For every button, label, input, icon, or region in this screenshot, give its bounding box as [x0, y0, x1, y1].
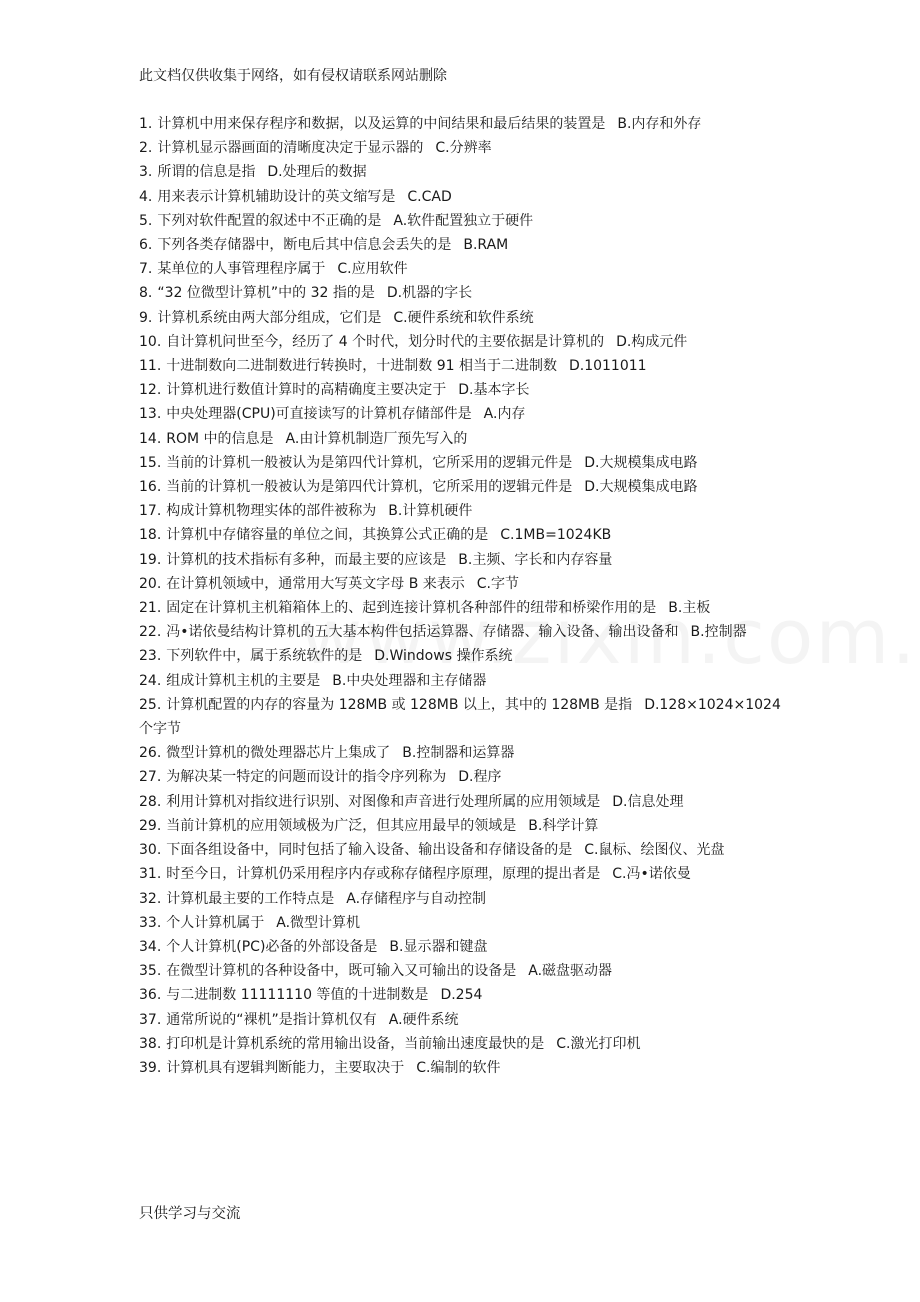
question-text: 自计算机问世至今，经历了 4 个时代，划分时代的主要依据是计算机的 — [166, 333, 605, 350]
question-text: 时至今日，计算机仍采用程序内存或称存储程序原理，原理的提出者是 — [166, 866, 601, 883]
question-answer: B.控制器 — [690, 624, 747, 641]
question-number: 1. — [139, 116, 153, 132]
question-item — [139, 765, 791, 789]
question-answer: B.RAM — [463, 237, 509, 254]
question-number: 11. — [139, 358, 162, 375]
question-number: 19. — [139, 551, 162, 568]
question-text: 当前计算机的应用领域极为广泛，但其应用最早的领域是 — [166, 817, 517, 834]
question-item — [139, 572, 791, 596]
question-item — [139, 475, 791, 499]
question-answer: B.科学计算 — [528, 817, 599, 834]
question-number: 21. — [139, 600, 162, 617]
question-number: 22. — [139, 624, 162, 641]
question-text: 固定在计算机主机箱箱体上的、起到连接计算机各种部件的纽带和桥梁作用的是 — [166, 600, 657, 617]
question-item — [139, 1056, 791, 1080]
question-text: 下列各类存储器中，断电后其中信息会丢失的是 — [157, 237, 452, 254]
question-number: 14. — [139, 430, 162, 447]
question-number: 32. — [139, 890, 162, 907]
question-text: 计算机配置的内存的容量为 128MB 或 128MB 以上，其中的 128MB 是指 — [166, 696, 633, 713]
question-answer: C.鼠标、绘图仪、光盘 — [584, 842, 725, 859]
question-item — [139, 378, 791, 402]
question-text: 中央处理器(CPU)可直接读写的计算机存储部件是 — [166, 406, 472, 423]
question-answer: D.大规模集成电路 — [584, 454, 698, 471]
question-text: 所谓的信息是指 — [157, 164, 256, 181]
question-item — [139, 1008, 791, 1032]
question-text: 组成计算机主机的主要是 — [166, 672, 321, 689]
question-answer: A.软件配置独立于硬件 — [393, 212, 534, 229]
question-text: 用来表示计算机辅助设计的英文缩写是 — [157, 188, 396, 205]
question-number: 4. — [139, 188, 153, 205]
question-text: 个人计算机(PC)必备的外部设备是 — [166, 938, 378, 955]
question-number: 27. — [139, 769, 162, 786]
question-answer: D.处理后的数据 — [267, 164, 367, 181]
question-number: 2. — [139, 140, 153, 157]
question-text: 打印机是计算机系统的常用输出设备，当前输出速度最快的是 — [166, 1035, 545, 1052]
question-item — [139, 257, 791, 281]
question-text: 通常所说的“裸机”是指计算机仅有 — [166, 1011, 377, 1028]
question-item — [139, 790, 791, 814]
question-item — [139, 814, 791, 838]
question-text: 十进制数向二进制数进行转换时，十进制数 91 相当于二进制数 — [166, 358, 557, 375]
question-answer: D.大规模集成电路 — [584, 479, 698, 496]
question-number: 18. — [139, 527, 162, 544]
question-list — [139, 112, 791, 1080]
question-text: 当前的计算机一般被认为是第四代计算机，它所采用的逻辑元件是 — [166, 454, 573, 471]
question-answer: B.主频、字长和内存容量 — [458, 551, 613, 568]
question-text: 计算机中存储容量的单位之间，其换算公式正确的是 — [166, 527, 489, 544]
question-item — [139, 354, 791, 378]
question-answer: D.基本字长 — [458, 382, 530, 399]
question-number: 7. — [139, 261, 153, 278]
footer-note: 只供学习与交流 — [139, 1206, 241, 1222]
question-number: 9. — [139, 309, 153, 326]
question-text: 构成计算机物理实体的部件被称为 — [166, 503, 377, 520]
question-answer: A.内存 — [483, 406, 526, 423]
question-answer: C.激光打印机 — [556, 1035, 641, 1052]
question-item — [139, 499, 791, 523]
question-answer: B.计算机硬件 — [388, 503, 473, 520]
question-number: 12. — [139, 382, 162, 399]
question-text: 在计算机领域中，通常用大写英文字母 B 来表示 — [166, 575, 465, 592]
question-item — [139, 402, 791, 426]
question-text: 计算机最主要的工作特点是 — [166, 890, 335, 907]
question-item — [139, 862, 791, 886]
question-text: 为解决某一特定的问题而设计的指令序列称为 — [166, 769, 447, 786]
question-item — [139, 911, 791, 935]
question-answer: B.中央处理器和主存储器 — [332, 672, 487, 689]
question-text: 某单位的人事管理程序属于 — [157, 261, 326, 278]
question-answer: D.程序 — [458, 769, 502, 786]
question-number: 33. — [139, 914, 162, 931]
question-item — [139, 233, 791, 257]
question-answer: A.磁盘驱动器 — [528, 963, 613, 980]
question-answer: D.254 — [440, 987, 483, 1004]
question-answer: B.控制器和运算器 — [402, 745, 515, 762]
question-answer: D.信息处理 — [612, 793, 684, 810]
question-answer: A.存储程序与自动控制 — [346, 890, 487, 907]
question-answer: C.应用软件 — [337, 261, 408, 278]
question-answer: D.128×1024×1024 个字节 — [139, 696, 781, 738]
question-answer: C.硬件系统和软件系统 — [393, 309, 534, 326]
question-answer: C.编制的软件 — [416, 1059, 501, 1076]
question-number: 39. — [139, 1059, 162, 1076]
question-number: 10. — [139, 333, 162, 350]
question-number: 26. — [139, 745, 162, 762]
question-answer: C.CAD — [407, 188, 452, 205]
question-item — [139, 983, 791, 1007]
question-text: 计算机系统由两大部分组成，它们是 — [157, 309, 382, 326]
question-number: 25. — [139, 696, 162, 713]
question-item — [139, 596, 791, 620]
question-text: 在微型计算机的各种设备中，既可输入又可输出的设备是 — [166, 963, 517, 980]
question-answer: D.构成元件 — [616, 333, 688, 350]
question-text: 计算机中用来保存程序和数据，以及运算的中间结果和最后结果的装置是 — [157, 116, 606, 132]
question-number: 38. — [139, 1035, 162, 1052]
question-item — [139, 306, 791, 330]
question-number: 20. — [139, 575, 162, 592]
question-text: 计算机进行数值计算时的高精确度主要决定于 — [166, 382, 447, 399]
question-item — [139, 959, 791, 983]
question-text: 微型计算机的微处理器芯片上集成了 — [166, 745, 391, 762]
question-number: 24. — [139, 672, 162, 689]
question-answer: A.硬件系统 — [388, 1011, 459, 1028]
question-number: 35. — [139, 963, 162, 980]
question-number: 15. — [139, 454, 162, 471]
question-number: 6. — [139, 237, 153, 254]
question-item — [139, 669, 791, 693]
question-answer: B.内存和外存 — [617, 116, 702, 132]
question-answer: D.1011011 — [568, 358, 647, 375]
question-text: 当前的计算机一般被认为是第四代计算机，它所采用的逻辑元件是 — [166, 479, 573, 496]
question-number: 29. — [139, 817, 162, 834]
question-answer: D.机器的字长 — [386, 285, 473, 302]
question-item — [139, 838, 791, 862]
question-number: 5. — [139, 212, 153, 229]
question-item — [139, 548, 791, 572]
question-number: 16. — [139, 479, 162, 496]
question-text: ROM 中的信息是 — [166, 430, 274, 447]
question-answer: C.分辨率 — [435, 140, 492, 157]
question-item — [139, 281, 791, 305]
question-item — [139, 427, 791, 451]
question-item — [139, 1032, 791, 1056]
question-item — [139, 935, 791, 959]
question-text: 计算机的技术指标有多种，而最主要的应该是 — [166, 551, 447, 568]
question-number: 8. — [139, 285, 153, 302]
question-text: 冯•诺依曼结构计算机的五大基本构件包括运算器、存储器、输入设备、输出设备和 — [166, 624, 679, 641]
question-text: 下列软件中，属于系统软件的是 — [166, 648, 363, 665]
question-answer: A.微型计算机 — [276, 914, 361, 931]
question-answer: D.Windows 操作系统 — [374, 648, 513, 665]
question-answer: B.主板 — [668, 600, 711, 617]
question-item — [139, 209, 791, 233]
question-item — [139, 741, 791, 765]
question-answer: C.1MB=1024KB — [500, 527, 612, 544]
question-item — [139, 160, 791, 184]
question-number: 30. — [139, 842, 162, 859]
question-answer: C.冯•诺依曼 — [612, 866, 691, 883]
question-text: 下面各组设备中，同时包括了输入设备、输出设备和存储设备的是 — [166, 842, 573, 859]
question-text: 下列对软件配置的叙述中不正确的是 — [157, 212, 382, 229]
question-text: 与二进制数 11111110 等值的十进制数是 — [166, 987, 429, 1004]
question-number: 28. — [139, 793, 162, 810]
question-number: 17. — [139, 503, 162, 520]
question-item — [139, 185, 791, 209]
question-number: 36. — [139, 987, 162, 1004]
header-disclaimer: 此文档仅供收集于网络，如有侵权请联系网站删除 — [139, 68, 447, 84]
question-text: “32 位微型计算机”中的 32 指的是 — [157, 285, 375, 302]
question-item — [139, 112, 791, 136]
question-text: 利用计算机对指纹进行识别、对图像和声音进行处理所属的应用领域是 — [166, 793, 601, 810]
question-number: 3. — [139, 164, 153, 181]
question-number: 31. — [139, 866, 162, 883]
question-item — [139, 693, 791, 741]
question-item — [139, 136, 791, 160]
question-item — [139, 887, 791, 911]
question-text: 计算机具有逻辑判断能力，主要取决于 — [166, 1059, 405, 1076]
question-item — [139, 644, 791, 668]
question-text: 个人计算机属于 — [166, 914, 265, 931]
question-item — [139, 523, 791, 547]
question-item — [139, 451, 791, 475]
question-answer: B.显示器和键盘 — [389, 938, 488, 955]
question-number: 23. — [139, 648, 162, 665]
question-item — [139, 620, 791, 644]
question-number: 34. — [139, 938, 162, 955]
question-number: 37. — [139, 1011, 162, 1028]
question-number: 13. — [139, 406, 162, 423]
question-answer: C.字节 — [476, 575, 520, 592]
question-item — [139, 330, 791, 354]
question-answer: A.由计算机制造厂预先写入的 — [285, 430, 468, 447]
question-text: 计算机显示器画面的清晰度决定于显示器的 — [157, 140, 424, 157]
